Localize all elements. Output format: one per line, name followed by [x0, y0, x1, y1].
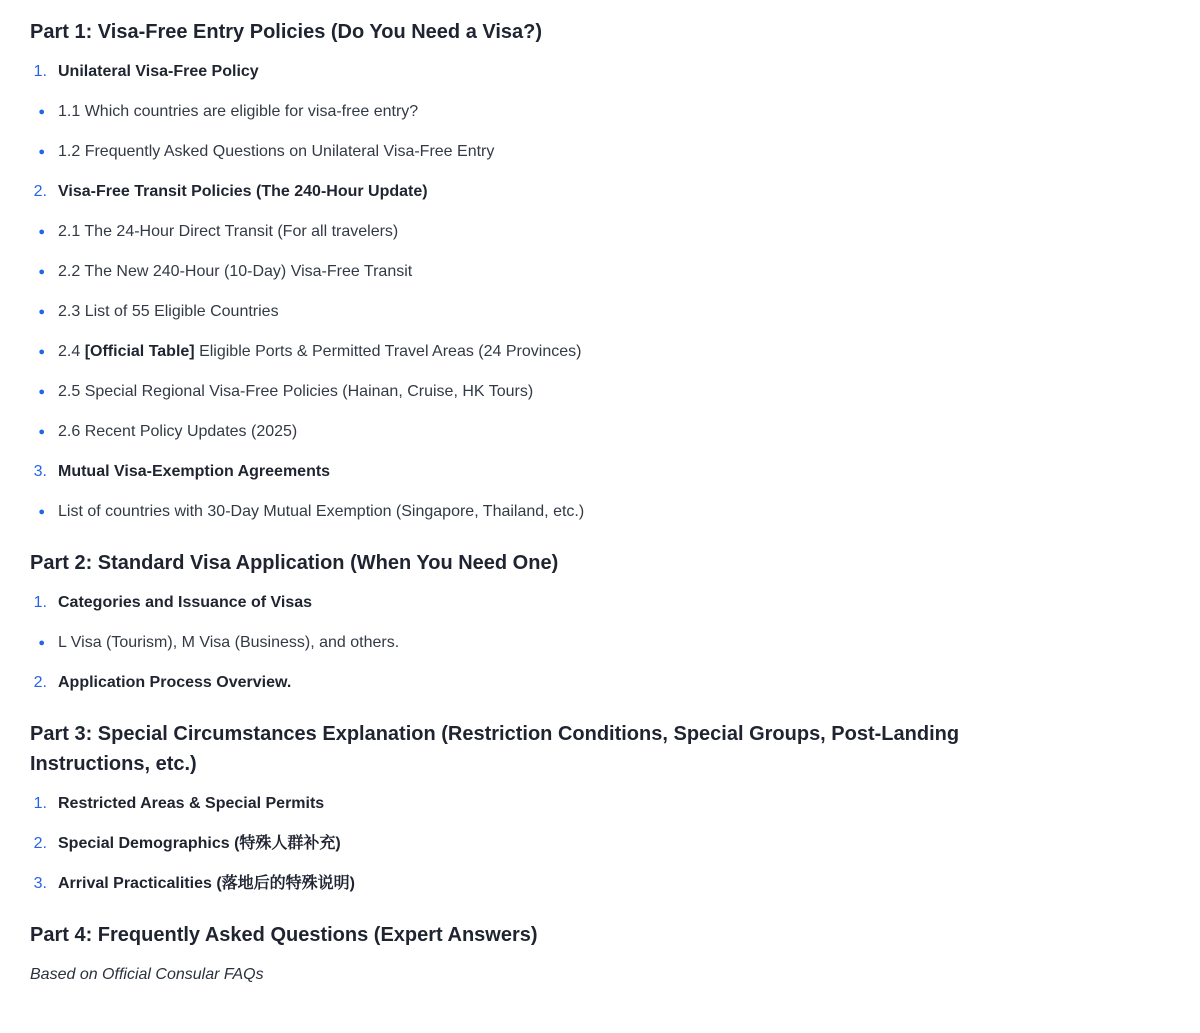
bullet-list-item [30, 340, 970, 364]
numbered-list-item [30, 591, 970, 615]
list-number-marker: 2. [33, 835, 47, 852]
bullet-icon: ● [38, 386, 45, 398]
item-text-segment: 2.1 The 24-Hour Direct Transit (For all travelers) [58, 223, 399, 240]
bullet-list-item [30, 500, 970, 524]
list-item-text [58, 591, 312, 615]
bullet-icon: ● [38, 637, 45, 649]
bullet-list-item [30, 140, 970, 164]
item-text-segment: Unilateral Visa-Free Policy [58, 63, 259, 80]
list-item-text [58, 340, 581, 364]
list-item-text [58, 140, 494, 164]
list-number-marker: 1. [33, 594, 47, 611]
numbered-list-item [30, 832, 970, 856]
list-number-marker: 1. [33, 795, 47, 812]
item-text-segment: Mutual Visa-Exemption Agreements [58, 463, 331, 480]
item-text-segment: 2.2 The New 240-Hour (10-Day) Visa-Free Transit [58, 263, 413, 280]
bullet-icon: ● [38, 266, 45, 278]
list-item-text [58, 872, 355, 896]
list-item-text [58, 832, 341, 856]
bullet-list-item [30, 100, 970, 124]
list-number-marker: 3. [33, 875, 47, 892]
list-item-text [58, 631, 399, 655]
bullet-icon: ● [38, 426, 45, 438]
bullet-list-item [30, 260, 970, 284]
section-heading: Part 3: Special Circumstances Explanation (Restriction Conditions, Special Groups, Post-Landing Instructions, etc.) [30, 723, 960, 775]
list-item-text [58, 420, 297, 444]
list-number-marker: 2. [33, 183, 47, 200]
list-item-text [58, 380, 533, 404]
list-item-text [58, 60, 259, 84]
bullet-icon: ● [38, 506, 45, 518]
list-number-marker: 1. [33, 63, 47, 80]
item-text-segment: L Visa (Tourism), M Visa (Business), and others. [58, 634, 400, 651]
section-heading: Part 2: Standard Visa Application (When You Need One) [30, 552, 559, 574]
list-item-text [58, 792, 324, 816]
list-item-text [58, 671, 291, 695]
section-heading: Part 4: Frequently Asked Questions (Expert Answers) [30, 924, 538, 946]
table-of-contents [30, 17, 970, 987]
item-text-segment: Arrival Practicalities (落地后的特殊说明) [58, 875, 355, 892]
item-text-segment: Visa-Free Transit Policies (The 240-Hour Update) [58, 183, 428, 200]
list-item-text [58, 180, 428, 204]
item-text-segment: 2.5 Special Regional Visa-Free Policies (Hainan, Cruise, HK Tours) [58, 383, 534, 400]
item-text-segment: Based on Official Consular FAQs [30, 966, 264, 983]
list-item-text [58, 100, 418, 124]
item-text-segment: List of countries with 30-Day Mutual Exemption (Singapore, Thailand, etc.) [58, 503, 585, 520]
list-item-text [58, 220, 398, 244]
item-text-segment: 1.1 Which countries are eligible for visa-free entry? [58, 103, 419, 120]
list-item-text [58, 460, 330, 484]
bullet-list-item [30, 380, 970, 404]
list-item-text [58, 260, 412, 284]
bullet-list-item [30, 420, 970, 444]
item-text-segment: [Official Table] [84, 343, 195, 360]
item-text-segment: Application Process Overview. [58, 674, 292, 691]
numbered-list-item [30, 460, 970, 484]
item-text-segment: Categories and Issuance of Visas [58, 594, 313, 611]
bullet-icon: ● [38, 226, 45, 238]
list-number-marker: 2. [33, 674, 47, 691]
section-heading: Part 1: Visa-Free Entry Policies (Do You Need a Visa?) [30, 21, 543, 43]
item-text-segment: Eligible Ports & Permitted Travel Areas (24 Provinces) [194, 343, 582, 360]
bullet-list-item [30, 631, 970, 655]
bullet-icon: ● [38, 106, 45, 118]
bullet-icon: ● [38, 346, 45, 358]
bullet-icon: ● [38, 306, 45, 318]
list-item-text [58, 500, 584, 524]
item-text-segment: 2.3 List of 55 Eligible Countries [58, 303, 279, 320]
bullet-icon: ● [38, 146, 45, 158]
bullet-list-item [30, 220, 970, 244]
numbered-list-item [30, 872, 970, 896]
item-text-segment: 1.2 Frequently Asked Questions on Unilateral Visa-Free Entry [58, 143, 495, 160]
item-text-segment: 2.4 [58, 343, 85, 360]
list-item-text [58, 300, 279, 324]
item-text-segment: 2.6 Recent Policy Updates (2025) [58, 423, 298, 440]
note-text [30, 963, 970, 987]
numbered-list-item [30, 792, 970, 816]
item-text-segment: Restricted Areas & Special Permits [58, 795, 325, 812]
bullet-list-item [30, 300, 970, 324]
numbered-list-item [30, 60, 970, 84]
item-text-segment: Special Demographics (特殊人群补充) [58, 835, 341, 852]
numbered-list-item [30, 180, 970, 204]
list-number-marker: 3. [33, 463, 47, 480]
numbered-list-item [30, 671, 970, 695]
